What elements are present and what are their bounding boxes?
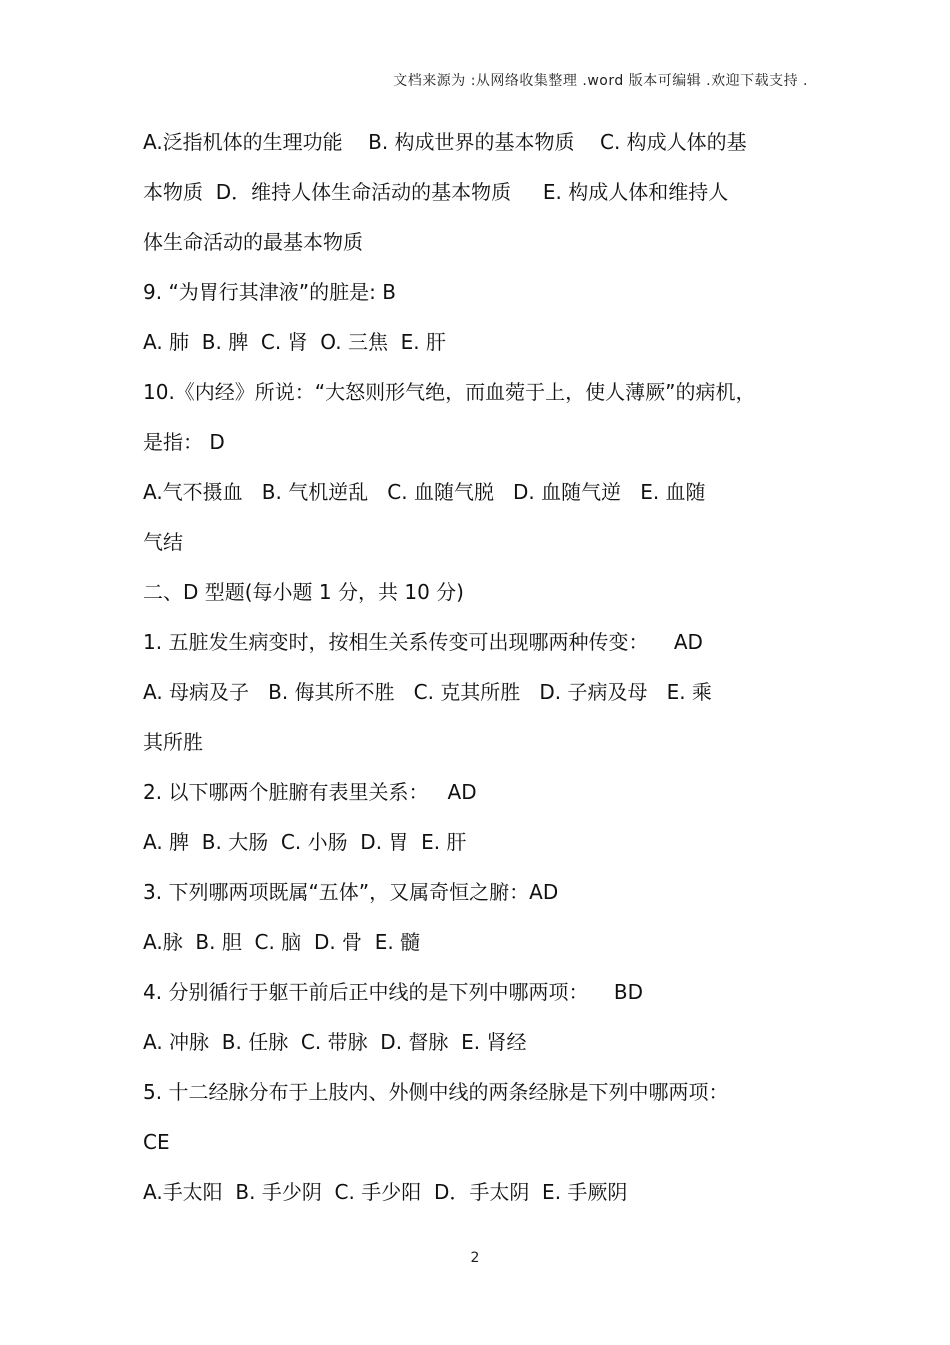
d-question-4: 4. 分别循行于躯干前后正中线的是下列中哪两项： BD (143, 980, 643, 1004)
d-question-3-options: A.脉 B. 胆 C. 脑 D. 骨 E. 髓 (143, 930, 421, 954)
question-10-options-cont: 气结 (143, 530, 183, 554)
d-question-1: 1. 五脏发生病变时，按相生关系传变可出现哪两种传变： AD (143, 630, 703, 654)
text-line: A.泛指机体的生理功能 B. 构成世界的基本物质 C. 构成人体的基 (143, 130, 747, 154)
d-question-4-options: A. 冲脉 B. 任脉 C. 带脉 D. 督脉 E. 肾经 (143, 1030, 527, 1054)
d-question-3: 3. 下列哪两项既属“五体”，又属奇恒之腑：AD (143, 880, 559, 904)
d-question-1-options-cont: 其所胜 (143, 730, 203, 754)
text-line: 本物质 D．维持人体生命活动的基本物质 E. 构成人体和维持人 (143, 180, 729, 204)
question-9: 9. “为胃行其津液”的脏是: B (143, 280, 396, 304)
document-body (143, 117, 808, 1217)
section-heading: 二、D 型题(每小题 1 分，共 10 分) (143, 580, 464, 604)
text-line: 体生命活动的最基本物质 (143, 230, 363, 254)
d-question-1-options: A. 母病及子 B. 侮其所不胜 C. 克其所胜 D. 子病及母 E. 乘 (143, 680, 712, 704)
question-10-options: A.气不摄血 B. 气机逆乱 C. 血随气脱 D. 血随气逆 E. 血随 (143, 480, 706, 504)
d-question-5: 5. 十二经脉分布于上肢内、外侧中线的两条经脉是下列中哪两项： (143, 1080, 729, 1104)
d-question-5-options: A.手太阳 B. 手少阴 C. 手少阳 D．手太阴 E. 手厥阴 (143, 1180, 628, 1204)
question-10: 10.《内经》所说：“大怒则形气绝，而血菀于上，使人薄厥”的病机， (143, 380, 756, 404)
question-10-answer: 是指： D (143, 430, 225, 454)
d-question-2-options: A. 脾 B. 大肠 C. 小肠 D. 胃 E. 肝 (143, 830, 467, 854)
d-question-5-answer: CE (143, 1130, 170, 1154)
page-header: 文档来源为 :从网络收集整理 .word 版本可编辑 .欢迎下载支持 . (393, 73, 808, 89)
page-number: 2 (470, 1250, 480, 1266)
question-9-options: A. 肺 B. 脾 C. 肾 O. 三焦 E. 肝 (143, 330, 447, 354)
d-question-2: 2. 以下哪两个脏腑有表里关系： AD (143, 780, 477, 804)
